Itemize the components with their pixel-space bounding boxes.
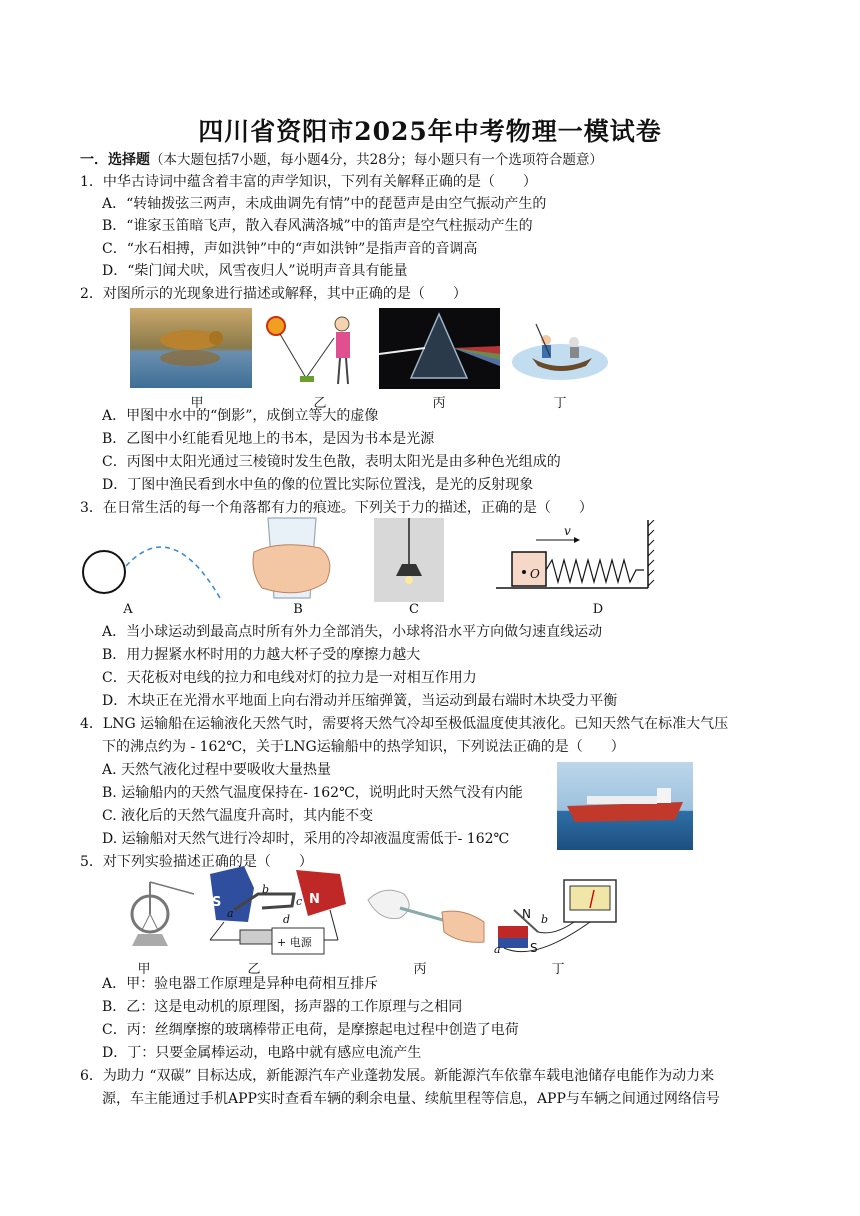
q5-caption-yi: 乙 [247,962,261,977]
q3-option-a: A．当小球运动到最高点时所有外力全部消失，小球将沿水平方向做匀速直线运动 [102,624,603,640]
q5-figure-yi-n-pole: N [309,892,320,907]
q5-caption-ding: 丁 [551,962,565,977]
section-1-heading [80,150,603,170]
q5-figure-yi-label-b: b [262,883,270,896]
q5-figure-jia-electroscope [112,874,196,956]
q2-caption-yi: 乙 [313,396,327,411]
q2-option-a: A．甲图中水中的“倒影”，成倒立等大的虚像 [102,408,379,424]
q2-figure-bing-prism [379,308,500,389]
q3-option-c: C．天花板对电线的拉力和电线对灯的拉力是一对相互作用力 [102,670,477,686]
q2-option-b: B．乙图中小红能看见地上的书本，是因为书本是光源 [102,431,435,447]
q1-stem: 1．中华古诗词中蕴含着丰富的声学知识，下列有关解释正确的是（ ） [80,174,537,190]
q3-stem: 3．在日常生活的每一个角落都有力的痕迹。下列关于力的描述，正确的是（ ） [80,500,593,516]
q5-figure-ding-galvanometer [494,876,624,958]
q5-figure-yi-label-c: c [296,895,303,908]
q3-option-d: D．木块正在光滑水平地面上向右滑动并压缩弹簧，当运动到最右端时木块受力平衡 [102,693,618,709]
q5-figure-yi-label-a: a [227,907,234,920]
q3-figure-d-point-label: O [530,567,540,581]
q5-caption-jia: 甲 [137,962,151,977]
q1-option-c: C．“水石相搏，声如洪钟”中的“声如洪钟”是指声音的音调高 [102,241,478,257]
q2-caption-jia: 甲 [190,396,204,411]
q5-option-d: D．丁：只要金属棒运动，电路中就有感应电流产生 [102,1045,422,1061]
q3-figure-d-velocity-label: v [564,524,571,538]
q5-figure-ding-label-b: b [541,913,549,926]
q2-option-c: C．丙图中太阳光通过三棱镜时发生色散，表明太阳光是由多种色光组成的 [102,454,561,470]
q5-stem: 5．对下列实验描述正确的是（ ） [80,854,313,870]
q3-caption-c: C [409,602,419,617]
q1-option-d: D．“柴门闻犬吠，风雪夜归人”说明声音具有能量 [102,263,408,279]
q3-caption-d: D [592,602,604,617]
q3-figure-d-block-spring [496,520,656,598]
q5-figure-bing-glass-rod-silk [364,878,488,948]
section-1-note: （本大题包括7小题，每小题4分，共28分；每小题只有一个选项符合题意） [150,152,603,168]
q5-figure-yi-label-d: d [283,913,291,926]
q3-caption-b: B [293,602,303,617]
q5-option-b: B．乙：这是电动机的原理图，扬声器的工作原理与之相同 [102,999,463,1015]
q5-figure-ding-s-pole: S [530,941,538,955]
q4-option-b: B. 运输船内的天然气温度保持在- 162℃，说明此时天然气没有内能 [102,785,523,801]
q2-option-d: D．丁图中渔民看到水中鱼的像的位置比实际位置浅，是光的反射现象 [102,477,534,493]
q3-caption-a: A [123,602,133,617]
q2-caption-ding: 丁 [553,396,567,411]
q4-option-d: D. 运输船对天然气进行冷却时，采用的冷却液温度需低于- 162℃ [102,831,510,847]
q5-caption-bing: 丙 [413,962,427,977]
section-1-label: 一．选择题 [80,152,150,168]
q1-option-b: B．“谁家玉笛暗飞声，散入春风满洛城”中的笛声是空气柱振动产生的 [102,218,533,234]
q5-figure-ding-label-a: a [494,943,501,956]
q5-option-c: C．丙：丝绸摩擦的玻璃棒带正电荷，是摩擦起电过程中创造了电荷 [102,1022,519,1038]
q4-option-c: C. 液化后的天然气温度升高时，其内能不变 [102,808,374,824]
q1-option-a: A．“转轴拨弦三两声，未成曲调先有情”中的琵琶声是由空气振动产生的 [102,196,547,212]
q5-figure-yi-s-pole: S [212,895,222,910]
q2-figure-ding-fisherman [512,312,608,388]
q4-stem-line-2: 下的沸点约为 - 162℃，关于LNG运输船中的热学知识，下列说法正确的是（ ） [102,739,625,755]
q5-figure-ding-n-pole: N [522,907,531,921]
q2-figure-yi-girl-book [262,308,362,390]
q3-option-b: B．用力握紧水杯时用的力越大杯子受的摩擦力越大 [102,647,421,663]
q5-option-a: A．甲：验电器工作原理是异种电荷相互排斥 [102,976,379,992]
q2-caption-bing: 丙 [432,396,446,411]
q5-figure-yi-power-label: + 电源 [277,936,312,949]
q3-figure-c-hanging-lamp [374,518,444,602]
q6-stem-line-1: 6．为助力 “双碳” 目标达成，新能源汽车产业蓬勃发展。新能源汽车依靠车载电池储存电能作为动力来 [80,1068,715,1084]
q4-figure-lng-ship [557,762,693,850]
page-title: 四川省资阳市2025年中考物理一模试卷 [198,117,662,146]
q2-figure-jia-leopard-reflection [130,308,252,388]
q4-stem-line-1: 4．LNG 运输船在运输液化天然气时，需要将天然气冷却至极低温度使其液化。已知天然气在标准大气压 [80,716,729,732]
q4-option-a: A. 天然气液化过程中要吸收大量热量 [102,762,332,778]
q3-figure-b-hand-cup [250,512,336,604]
q3-figure-a-ball-trajectory [80,522,240,602]
q2-stem: 2．对图所示的光现象进行描述或解释，其中正确的是（ ） [80,286,467,302]
q6-stem-line-2: 源，车主能通过手机APP实时查看车辆的剩余电量、续航里程等信息，APP与车辆之间通过网络信号 [102,1091,720,1107]
q5-figure-yi-motor-circuit [200,864,350,962]
